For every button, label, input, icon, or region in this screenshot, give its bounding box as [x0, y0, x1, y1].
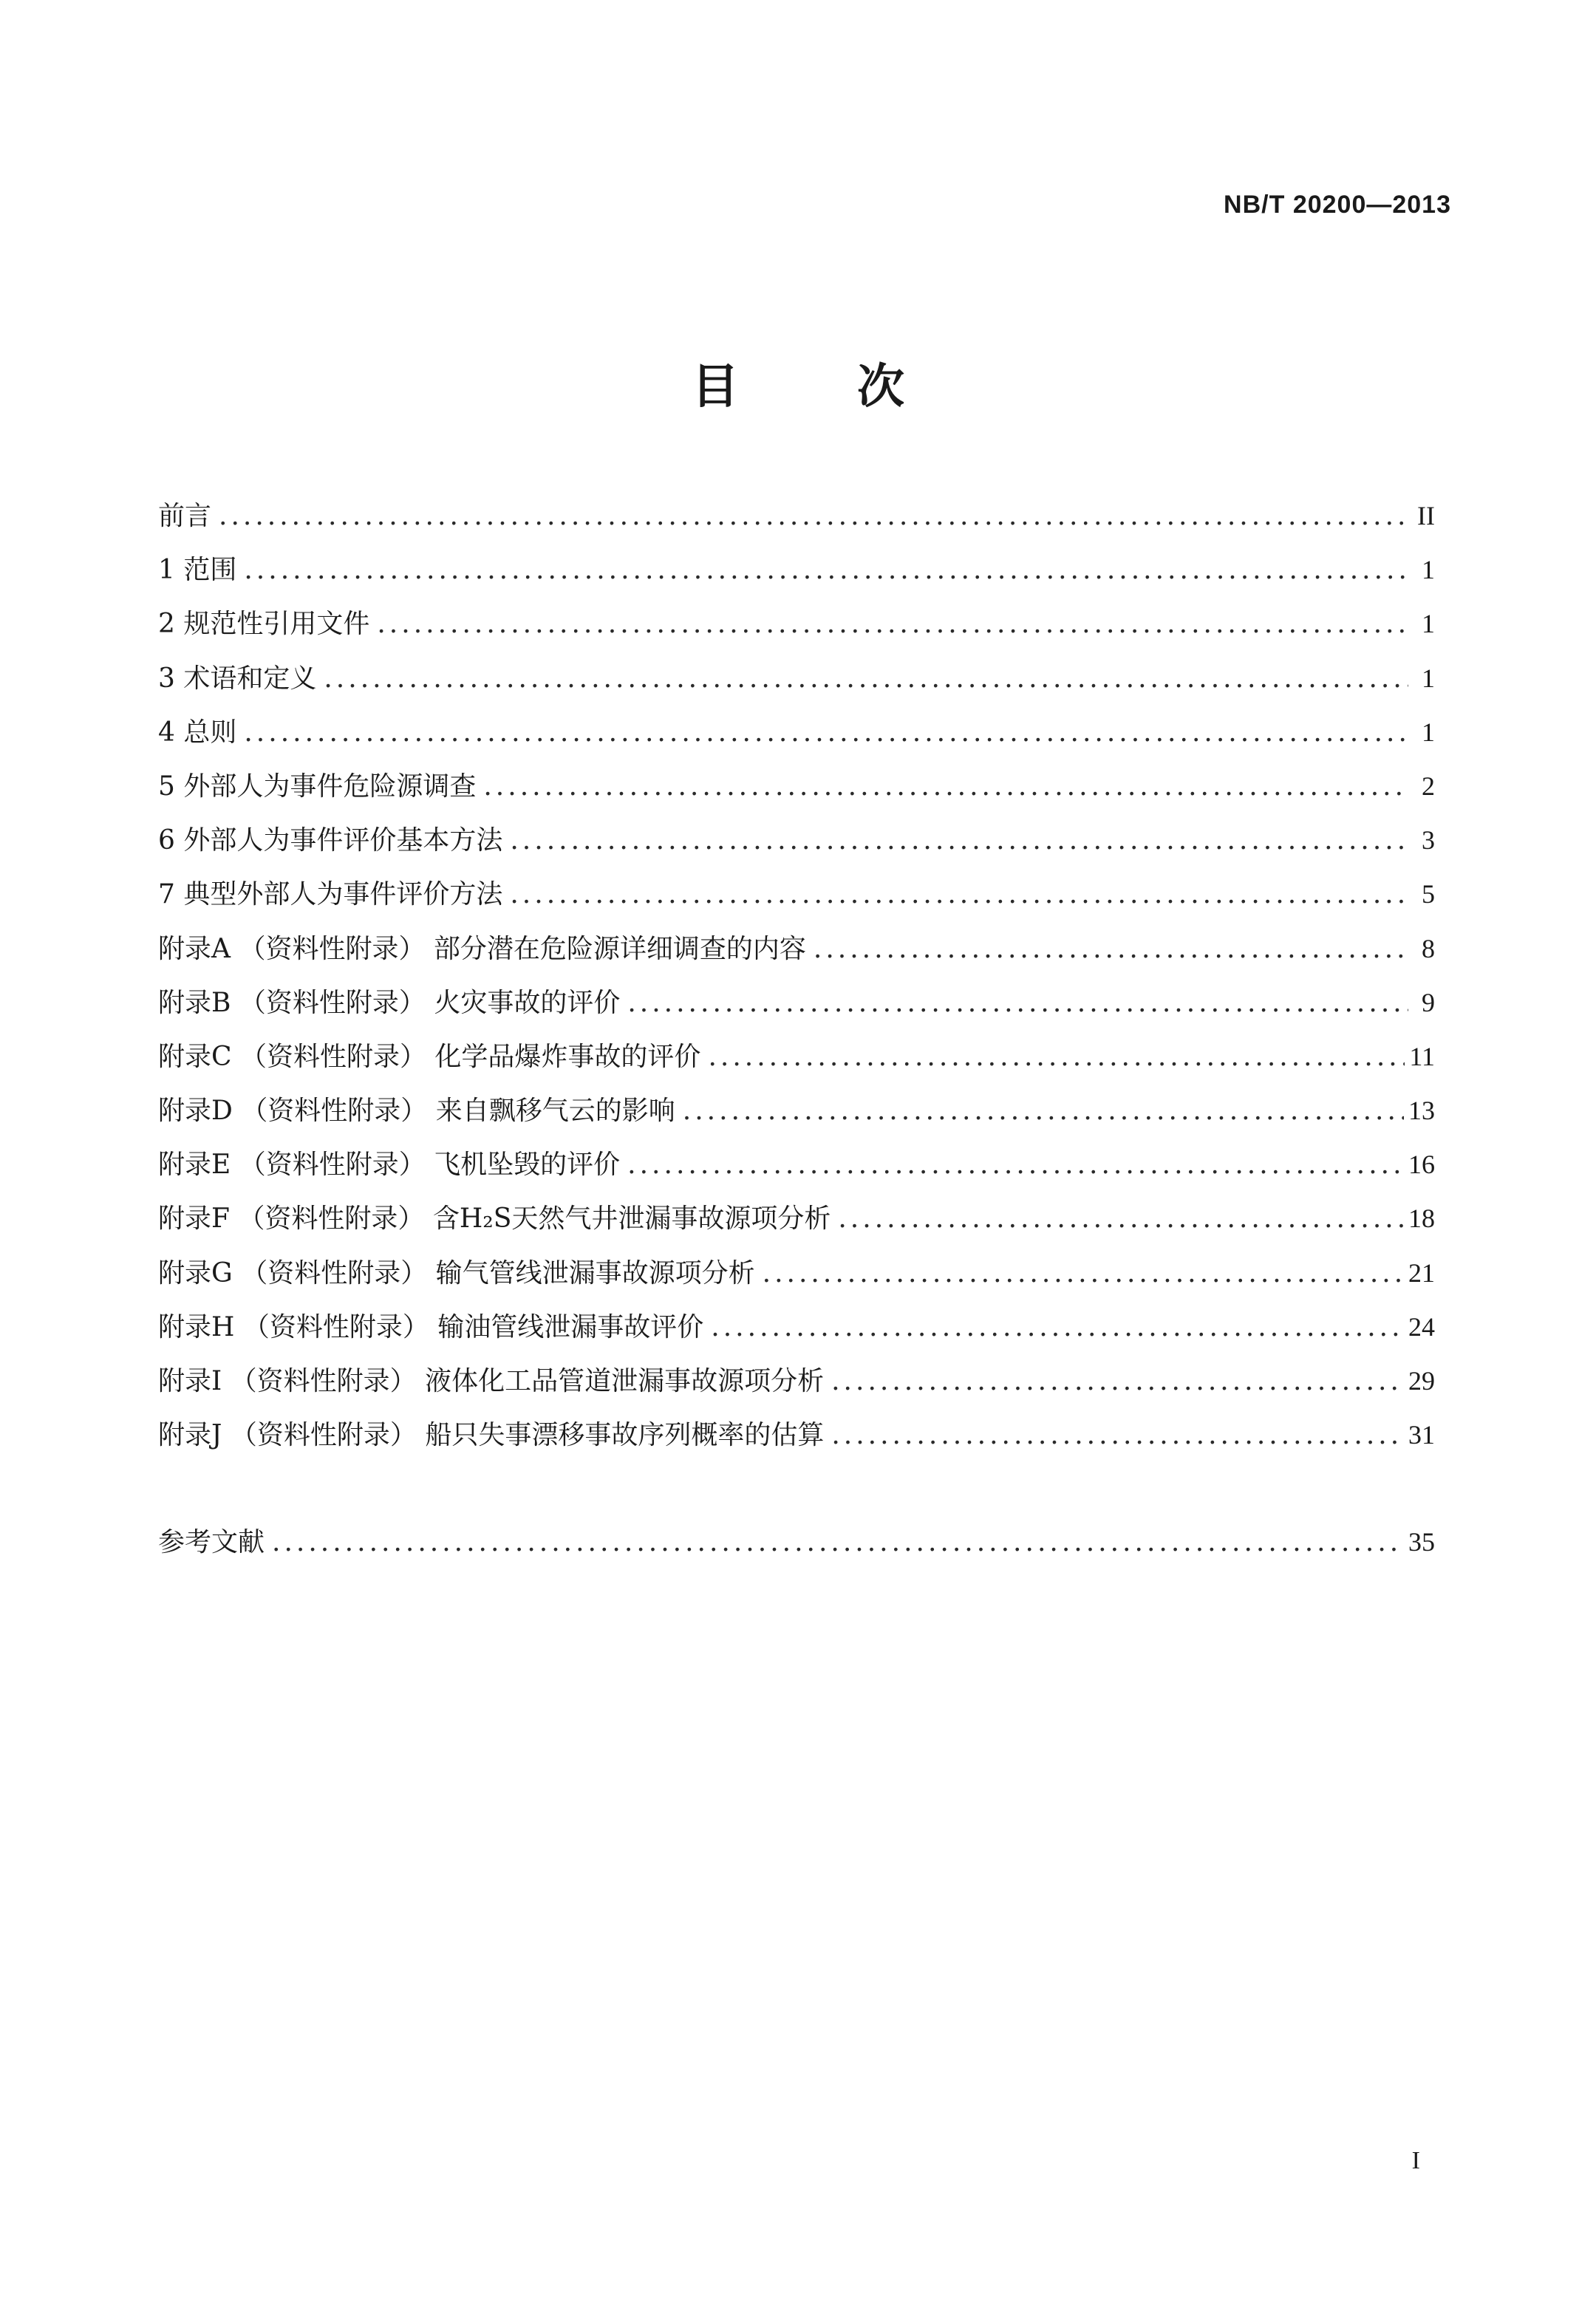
leader-dots [219, 489, 1408, 543]
leader-dots [831, 1408, 1404, 1462]
toc-entry[interactable] [158, 759, 1435, 813]
toc-entry-page: 29 [1408, 1366, 1435, 1396]
toc-entry-references[interactable] [158, 1515, 1435, 1569]
leader-dots [814, 922, 1408, 976]
toc-entry[interactable] [158, 1354, 1435, 1408]
leader-dots [627, 1138, 1404, 1192]
toc-entry[interactable] [158, 976, 1435, 1030]
toc-entry[interactable] [158, 1138, 1435, 1192]
toc-entry-label: 附录D （资料性附录） 来自飘移气云的影响 [158, 1096, 675, 1127]
toc-entry-label: 3 术语和定义 [158, 663, 317, 694]
toc-entry[interactable] [158, 543, 1435, 597]
toc-entry-page: 13 [1408, 1096, 1435, 1126]
leader-dots [838, 1192, 1404, 1246]
toc-entry-page: 1 [1422, 717, 1435, 747]
toc-entry-label: 参考文献 [158, 1527, 265, 1558]
title-char-2: 次 [857, 360, 904, 414]
page-title [0, 349, 1596, 417]
toc-entry-label: 附录B （资料性附录） 火灾事故的评价 [158, 987, 621, 1018]
toc-entry-label: 附录A （资料性附录） 部分潜在危险源详细调查的内容 [158, 933, 806, 964]
leader-dots [324, 652, 1408, 706]
leader-dots [708, 1030, 1405, 1084]
toc-entry-page: 16 [1408, 1150, 1435, 1180]
toc-entry-label: 5 外部人为事件危险源调查 [158, 771, 477, 802]
toc-entry-page: 5 [1422, 879, 1435, 909]
leader-dots [272, 1515, 1404, 1569]
toc-entry-label: 附录F （资料性附录） 含H₂S天然气井泄漏事故源项分析 [158, 1204, 831, 1235]
toc-entry-page: 1 [1422, 609, 1435, 639]
toc-entry-label: 附录E （资料性附录） 飞机坠毁的评价 [158, 1150, 621, 1181]
toc-entry[interactable] [158, 1408, 1435, 1462]
toc-entry-page: 18 [1408, 1204, 1435, 1234]
toc-entry-page: 3 [1422, 825, 1435, 856]
toc-entry-page: 31 [1408, 1420, 1435, 1450]
toc-entry-label: 1 范围 [158, 555, 237, 586]
page-folio: I [1411, 2147, 1420, 2174]
toc-entry-label: 附录C （资料性附录） 化学品爆炸事故的评价 [158, 1041, 701, 1072]
leader-dots [831, 1354, 1404, 1408]
toc-entry[interactable] [158, 652, 1435, 706]
leader-dots [244, 706, 1408, 759]
leader-dots [483, 759, 1408, 813]
toc-entry-label: 前言 [158, 501, 212, 531]
toc-entry-page: 35 [1408, 1527, 1435, 1557]
toc-entry-label: 2 规范性引用文件 [158, 609, 370, 640]
toc-entry[interactable] [158, 1300, 1435, 1354]
toc-entry[interactable] [158, 1030, 1435, 1084]
table-of-contents [158, 489, 1435, 1570]
toc-entry[interactable] [158, 489, 1435, 543]
toc-entry-label: 7 典型外部人为事件评价方法 [158, 879, 503, 910]
toc-entry[interactable] [158, 867, 1435, 921]
toc-entry-page: 11 [1409, 1041, 1435, 1071]
toc-entry-label: 附录J （资料性附录） 船只失事漂移事故序列概率的估算 [158, 1420, 825, 1451]
toc-entry[interactable] [158, 706, 1435, 759]
title-char-1: 目 [692, 360, 739, 414]
leader-dots [377, 597, 1408, 651]
toc-entry[interactable] [158, 1084, 1435, 1138]
toc-entry-page: 1 [1422, 663, 1435, 693]
toc-entry[interactable] [158, 922, 1435, 976]
toc-entry[interactable] [158, 813, 1435, 867]
leader-dots [627, 976, 1408, 1030]
toc-entry-label: 6 外部人为事件评价基本方法 [158, 825, 503, 856]
toc-entry-page: 2 [1422, 771, 1435, 801]
leader-dots [711, 1300, 1404, 1354]
toc-entry-label: 4 总则 [158, 717, 237, 748]
toc-entry[interactable] [158, 1246, 1435, 1300]
toc-entry[interactable] [158, 1192, 1435, 1246]
toc-entry-label: 附录G （资料性附录） 输气管线泄漏事故源项分析 [158, 1257, 755, 1288]
toc-entry-page: 8 [1422, 933, 1435, 963]
toc-entry-label: 附录H （资料性附录） 输油管线泄漏事故评价 [158, 1311, 704, 1342]
toc-entry-page: 1 [1422, 555, 1435, 585]
leader-dots [244, 543, 1408, 597]
document-code: NB/T 20200—2013 [1224, 191, 1451, 219]
leader-dots [683, 1084, 1404, 1138]
leader-dots [763, 1246, 1404, 1300]
leader-dots [510, 813, 1408, 867]
toc-entry-page: 24 [1408, 1311, 1435, 1342]
toc-entry[interactable] [158, 597, 1435, 651]
toc-entry-label: 附录I （资料性附录） 液体化工品管道泄漏事故源项分析 [158, 1366, 825, 1396]
toc-entry-page: 9 [1422, 987, 1435, 1017]
toc-entry-page: II [1417, 501, 1435, 530]
toc-entry-page: 21 [1408, 1257, 1435, 1288]
leader-dots [510, 867, 1408, 921]
